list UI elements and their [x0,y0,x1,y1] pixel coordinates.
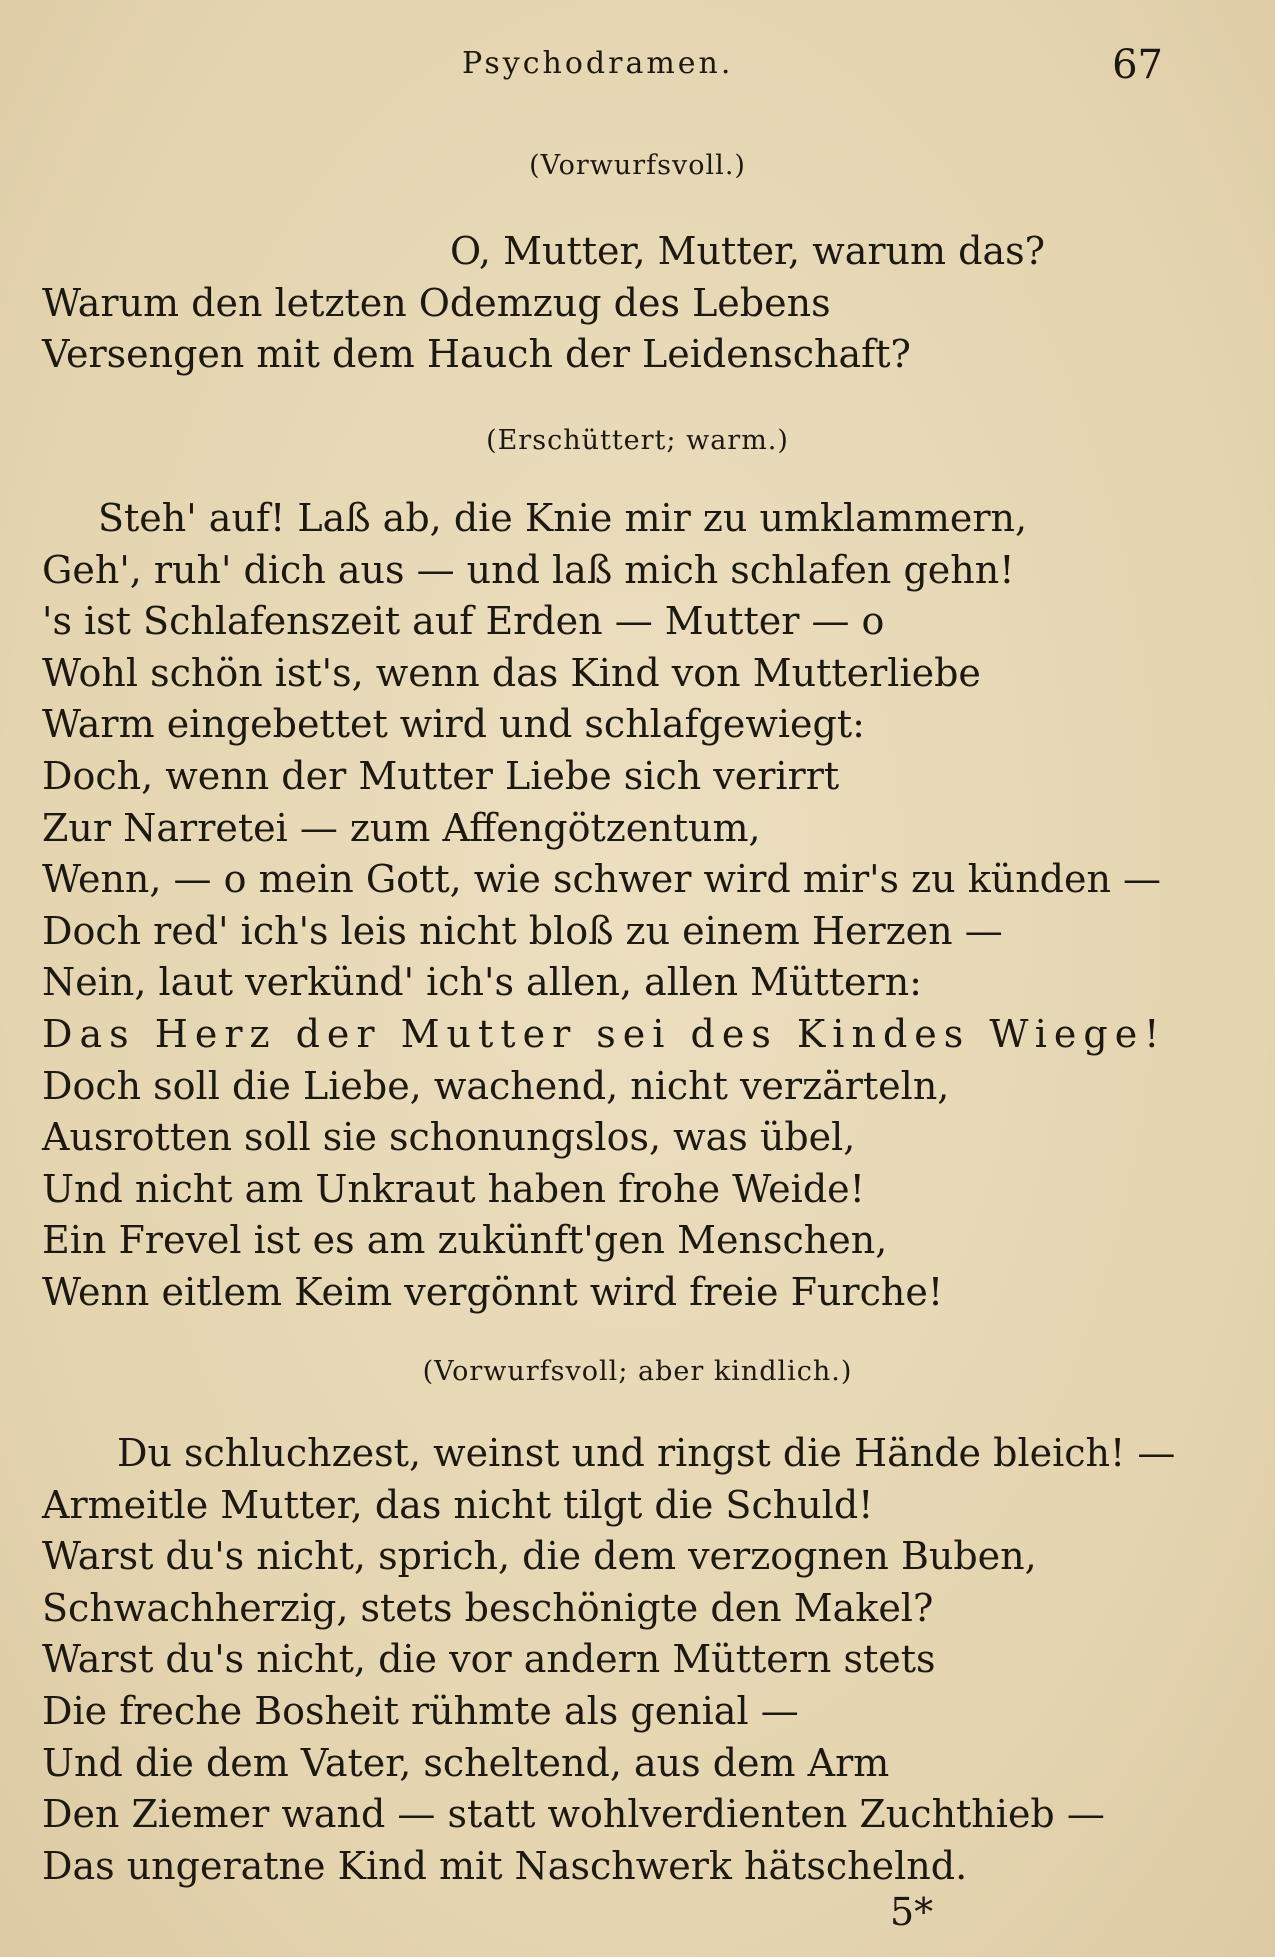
verse-line: O, Mutter, Mutter, warum das? [450,229,1045,273]
verse-line: Und die dem Vater, scheltend, aus dem Arm [42,1740,890,1785]
verse-line: 's ist Schlafenszeit auf Erden — Mutter — o [42,599,885,644]
verse-line: Schwachherzig, stets beschönigte den Makel? [42,1585,934,1630]
verse-line: Geh', ruh' dich aus — und laß mich schlafen gehn! [42,547,1015,592]
verse-line: Die freche Bosheit rühmte als genial — [42,1688,799,1733]
stanza [42,1428,1242,1892]
verse-line: Wohl schön ist's, wenn das Kind von Mutterliebe [42,650,981,695]
verse-line: Nein, laut verkünd' ich's allen, allen Müttern: [42,960,922,1005]
verse-line: Doch soll die Liebe, wachend, nicht verzärteln, [42,1063,950,1108]
stanza [42,493,1242,1319]
verse-line: Warm eingebettet wird und schlafgewiegt: [42,702,865,747]
verse-line: Wenn, — o mein Gott, wie schwer wird mir's zu künden — [42,857,1162,902]
verse-line: Armeitle Mutter, das nicht tilgt die Schuld! [42,1482,874,1527]
verse-line: Ein Frevel ist es am zukünft'gen Menschen, [42,1218,888,1263]
verse-line: Warst du's nicht, sprich, die dem verzognen Buben, [42,1534,1037,1579]
verse-line: Ausrotten soll sie schonungslos, was übel, [42,1115,856,1160]
verse-line: Und nicht am Unkraut haben frohe Weide! [42,1166,865,1211]
verse-line: Den Ziemer wand — statt wohlverdienten Zuchthieb — [42,1792,1105,1837]
verse-line: Doch, wenn der Mutter Liebe sich verirrt [42,753,840,798]
verse-line: Zur Narretei — zum Affengötzentum, [42,805,761,850]
stage-direction: (Erschüttert; warm.) [486,425,789,456]
verse-line: Versengen mit dem Hauch der Leidenschaft? [42,332,911,377]
verse-line: Das ungeratne Kind mit Naschwerk hätschelnd. [42,1843,968,1888]
stage-direction: (Vorwurfsvoll; aber kindlich.) [422,1356,853,1387]
verse-line: Steh' auf! Laß ab, die Knie mir zu umklammern, [98,496,1028,540]
verse-line: Du schluchzest, weinst und ringst die Hände bleich! — [117,1431,1176,1475]
running-head [0,42,1275,92]
verse-line: Wenn eitlem Keim vergönnt wird freie Furche! [42,1269,944,1314]
stanza [42,226,1242,381]
running-title: Psychodramen. [462,46,734,81]
stage-direction: (Vorwurfsvoll.) [529,150,746,181]
signature-mark: 5* [890,1890,934,1934]
verse-line: Warum den letzten Odemzug des Lebens [42,280,831,325]
verse-line: Warst du's nicht, die vor andern Müttern stets [42,1637,936,1682]
verse-line: Das Herz der Mutter sei des Kindes Wiege! [42,1011,1167,1056]
page-number: 67 [1112,42,1163,88]
verse-line: Doch red' ich's leis nicht bloß zu einem Herzen — [42,908,1003,953]
